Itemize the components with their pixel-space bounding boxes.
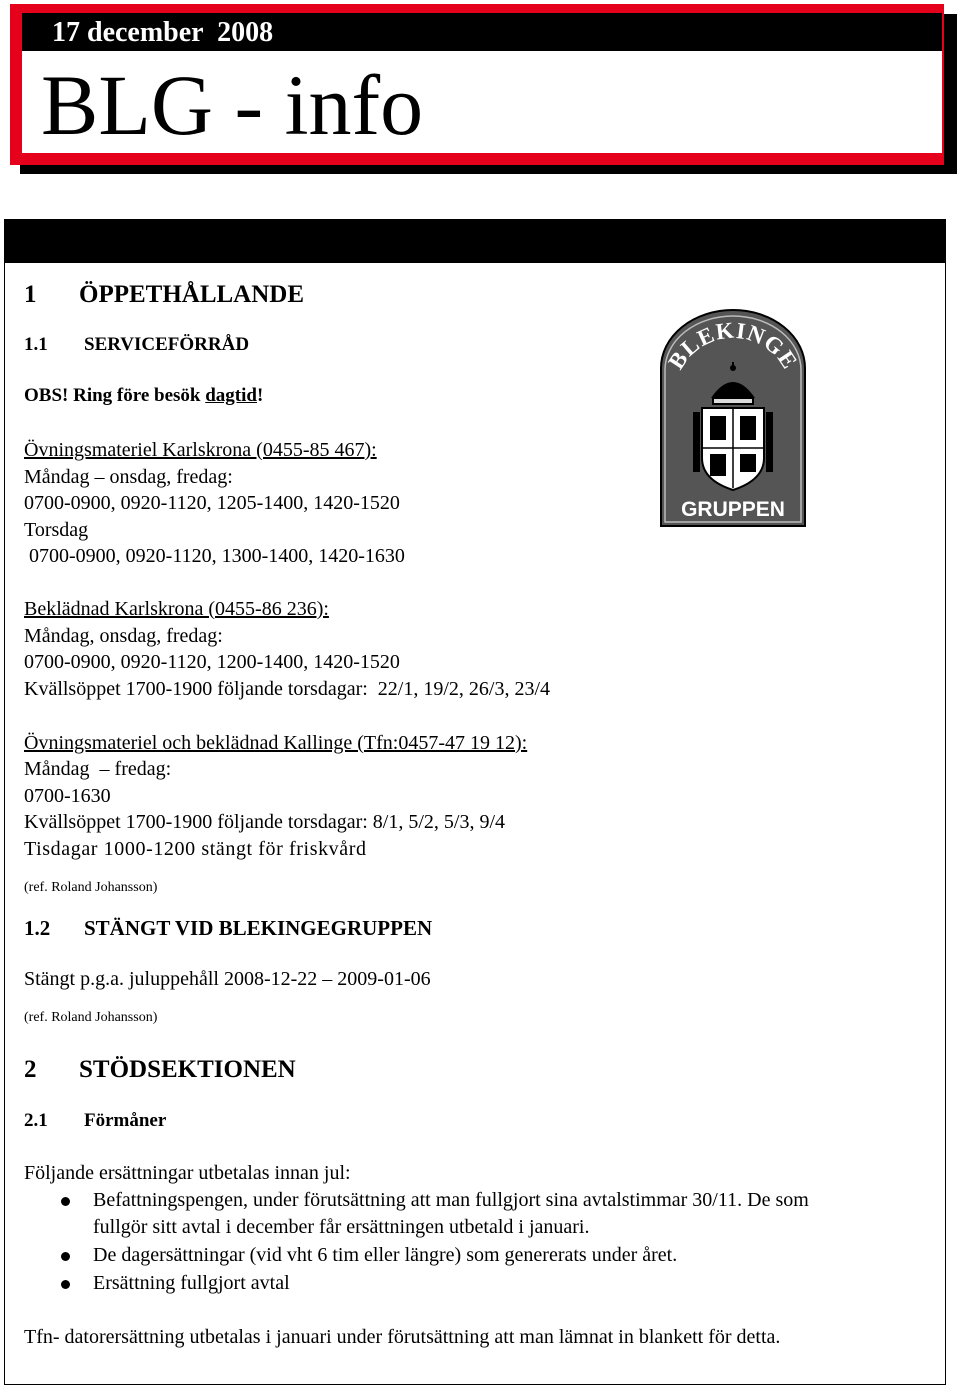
footer-note: Tfn- datorersättning utbetalas i januari under förutsättning att man lämnat in blankett för detta. [24,1326,781,1348]
bullet-icon [61,1197,70,1206]
hours-line: 0700-0900, 0920-1120, 1205-1400, 1420-1520 [24,492,400,514]
reference: (ref. Roland Johansson) [24,880,158,895]
bullet-icon [61,1280,70,1289]
hours-line: 0700-0900, 0920-1120, 1300-1400, 1420-1630 [24,545,405,567]
hours-line: Måndag, onsdag, fredag: [24,625,223,647]
benefits-intro: Följande ersättningar utbetalas innan jul: [24,1162,351,1184]
closed-notice: Stängt p.g.a. juluppehåll 2008-12-22 – 2009-01-06 [24,968,431,990]
kallinge-heading: Övningsmateriel och beklädnad Kallinge (Tfn:0457-47 19 12): [24,732,528,754]
hours-line: Kvällsöppet 1700-1900 följande torsdagar: 8/1, 5/2, 5/3, 9/4 [24,811,506,833]
karlskrona-ovning-heading: Övningsmateriel Karlskrona (0455-85 467): [24,439,377,461]
section-1-2-heading [24,916,432,941]
list-item: De dagersättningar (vid vht 6 tim eller längre) som genererats under året. [93,1244,678,1266]
header-date: 17 december 2008 [52,17,274,48]
hours-line: Kvällsöppet 1700-1900 följande torsdagar: 22/1, 19/2, 26/3, 23/4 [24,678,551,700]
bullet-icon [61,1252,70,1261]
reference: (ref. Roland Johansson) [24,1010,158,1025]
hours-line: 0700-0900, 0920-1120, 1200-1400, 1420-1520 [24,651,400,673]
hours-line: 0700-1630 [24,785,111,807]
section-title: STÄNGT VID BLEKINGEGRUPPEN [84,916,433,940]
list-item: Ersättning fullgjort avtal [93,1272,290,1294]
section-number: 2 [24,1056,37,1083]
list-item-continuation: fullgör sitt avtal i december får ersättningen utbetald i januari. [93,1216,590,1238]
section-title: SERVICEFÖRRÅD [84,334,250,355]
section-number: 2.1 [24,1110,48,1131]
section-number: 1 [24,281,37,308]
hours-line: Tisdagar 1000-1200 stängt för friskvård [24,838,367,860]
obs-underlined: dagtid [205,385,257,406]
section-title: ÖPPETHÅLLANDE [79,281,305,308]
section-1-1-heading [24,334,249,357]
header-title: BLG - info [41,57,424,153]
logo-graphic [657,308,809,529]
list-item: Befattningspengen, under förutsättning att man fullgjort sina avtalstimmar 30/11. De som [93,1189,809,1211]
karlskrona-bekladnad-heading: Beklädnad Karlskrona (0455-86 236): [24,598,329,620]
section-number: 1.2 [24,916,51,940]
blekinge-gruppen-logo [657,308,809,529]
logo-arc-text: BLEKINGE [663,317,803,374]
section-number: 1.1 [24,334,48,355]
section-title: STÖDSEKTIONEN [79,1056,296,1083]
section-2-1-heading [24,1110,166,1133]
content-top-bar [4,219,946,263]
section-2-heading [24,1055,296,1085]
logo-bottom-text: GRUPPEN [681,498,785,521]
obs-suffix: ! [256,385,264,406]
hours-line: Måndag – onsdag, fredag: [24,466,233,488]
section-title: Förmåner [84,1110,167,1131]
hours-line: Måndag – fredag: [24,758,172,780]
obs-text: OBS! Ring före besök [24,385,206,406]
obs-notice [24,385,263,408]
hours-line: Torsdag [24,519,89,541]
section-1-heading [24,280,304,310]
